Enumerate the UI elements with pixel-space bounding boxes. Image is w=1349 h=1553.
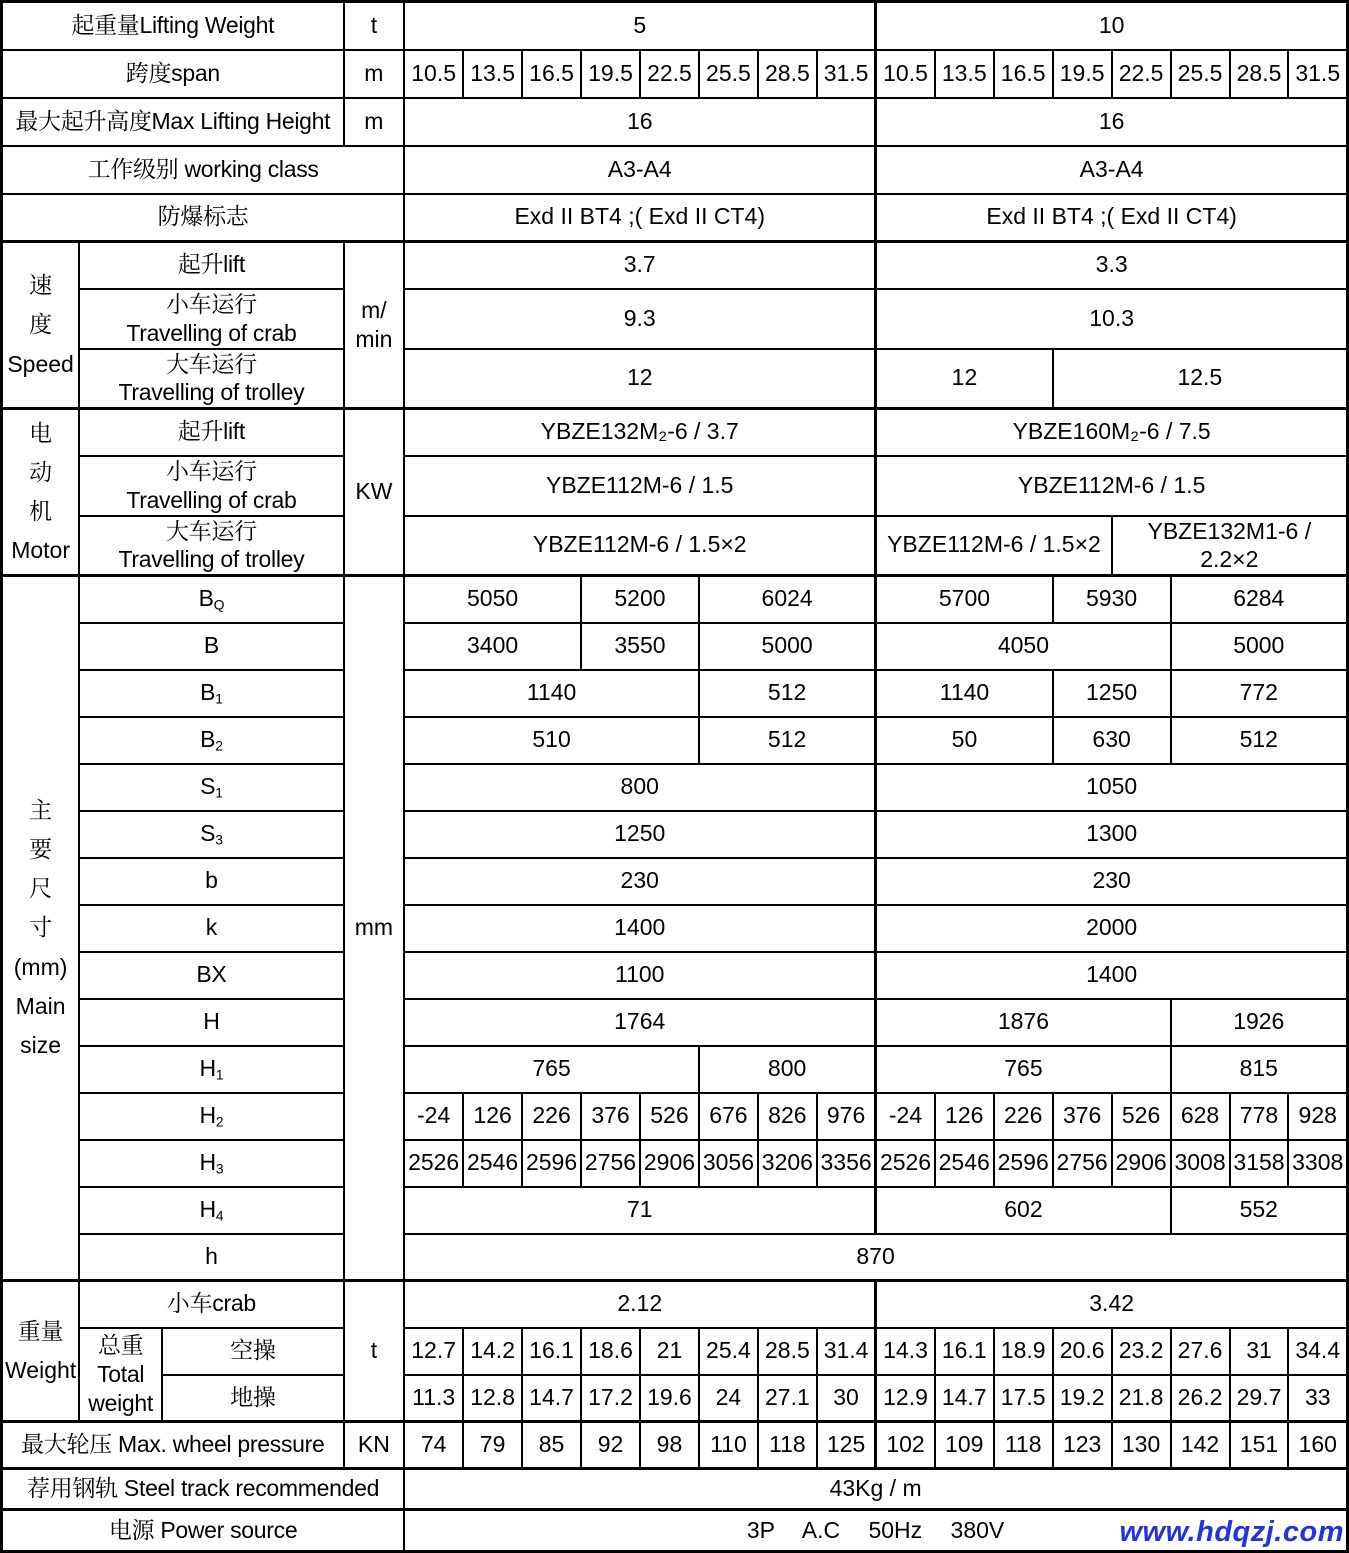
- table-row: [2, 1469, 1348, 1510]
- value-cell: 18.6: [581, 1328, 640, 1375]
- value-cell: 3.42: [876, 1281, 1348, 1328]
- value-cell: YBZE112M-6 / 1.5×2: [876, 516, 1112, 576]
- cell-line: Speed: [7, 350, 74, 377]
- label-subscript: 2: [215, 737, 223, 753]
- size-h4-label: [79, 1187, 343, 1234]
- crab-speed-label: [79, 289, 343, 349]
- size-bq-label: [79, 576, 343, 623]
- value-cell: 226: [522, 1093, 581, 1140]
- size-bx-label: BX: [79, 952, 343, 999]
- table-row: [2, 1140, 1348, 1187]
- value-cell: -24: [876, 1093, 935, 1140]
- value-cell: 1140: [876, 670, 1053, 717]
- value-cell: 6284: [1171, 576, 1348, 623]
- value-cell: 85: [522, 1422, 581, 1469]
- size-h-label: H: [79, 999, 343, 1046]
- value-cell: 26.2: [1171, 1375, 1230, 1422]
- table-row: [2, 242, 1348, 289]
- value-cell: 1400: [404, 905, 876, 952]
- value-cell: 3.3: [876, 242, 1348, 289]
- value-cell: 772: [1171, 670, 1348, 717]
- value-cell: 31.4: [817, 1328, 876, 1375]
- label-subscript: 2: [215, 1113, 224, 1129]
- value-cell: 102: [876, 1422, 935, 1469]
- value-cell: 3.7: [404, 242, 876, 289]
- value-cell: 226: [994, 1093, 1053, 1140]
- value-cell: Exd II BT4 ;( Exd II CT4): [404, 194, 876, 242]
- cell-line: Travelling of trolley: [118, 379, 305, 406]
- cab-operated-label: 空操: [162, 1328, 344, 1375]
- cell-line: 小车运行: [165, 457, 257, 484]
- cell-line: Main: [15, 992, 66, 1019]
- value-cell: 800: [404, 764, 876, 811]
- label-subscript: 1: [215, 690, 223, 706]
- size-s3-label: [79, 811, 343, 858]
- value-cell: 28.5: [758, 50, 817, 98]
- value-cell: 31: [1230, 1328, 1289, 1375]
- cell-line: 小车运行: [165, 290, 257, 317]
- value-cell: YBZE112M-6 / 1.5×2: [404, 516, 876, 576]
- value-cell: 16: [404, 98, 876, 146]
- cell-line: Weight: [5, 1357, 77, 1383]
- value-cell: A3-A4: [404, 146, 876, 194]
- value-cell: 230: [876, 858, 1348, 905]
- value-cell: 826: [758, 1093, 817, 1140]
- value-cell: 25.5: [1171, 50, 1230, 98]
- value-cell: YBZE160M₂-6 / 7.5: [876, 409, 1348, 456]
- value-cell: 5930: [1053, 576, 1171, 623]
- value-cell: 151: [1230, 1422, 1289, 1469]
- table-row: [2, 576, 1348, 623]
- value-cell: A3-A4: [876, 146, 1348, 194]
- value-cell: 2906: [1112, 1140, 1171, 1187]
- value-cell: -24: [404, 1093, 463, 1140]
- value-cell: 778: [1230, 1093, 1289, 1140]
- value-cell: 16.1: [522, 1328, 581, 1375]
- max-lifting-height-label: 最大起升高度Max Lifting Height: [2, 98, 344, 146]
- table-row: [2, 456, 1348, 516]
- size-b1-label: [79, 670, 343, 717]
- size-k-label: k: [79, 905, 343, 952]
- value-cell: 6024: [699, 576, 876, 623]
- value-cell: 118: [994, 1422, 1053, 1469]
- value-cell: 14.7: [935, 1375, 994, 1422]
- value-cell: 3356: [817, 1140, 876, 1187]
- value-cell: 1926: [1171, 999, 1348, 1046]
- table-row: [2, 1375, 1348, 1422]
- table-row: [2, 1328, 1348, 1375]
- value-cell: 5000: [699, 623, 876, 670]
- value-cell: 19.5: [581, 50, 640, 98]
- value-cell: 30: [817, 1375, 876, 1422]
- cell-line: 电: [29, 419, 53, 446]
- value-cell: 29.7: [1230, 1375, 1289, 1422]
- table-row: [2, 952, 1348, 999]
- size-b2-label: [79, 717, 343, 764]
- value-cell: 1876: [876, 999, 1171, 1046]
- trolley-motor-label: [79, 516, 343, 576]
- table-row: [2, 516, 1348, 576]
- label-subscript: 3: [215, 831, 223, 847]
- label-base: H: [199, 1195, 216, 1222]
- value-cell: 79: [463, 1422, 522, 1469]
- value-cell: 27.6: [1171, 1328, 1230, 1375]
- value-cell: 126: [935, 1093, 994, 1140]
- table-row: [2, 858, 1348, 905]
- value-cell: YBZE132M₂-6 / 3.7: [404, 409, 876, 456]
- cell-line: Travelling of crab: [126, 319, 297, 346]
- size-s1-label: [79, 764, 343, 811]
- value-cell: 13.5: [463, 50, 522, 98]
- value-cell: 5050: [404, 576, 581, 623]
- value-cell: 630: [1053, 717, 1171, 764]
- value-cell: 1400: [876, 952, 1348, 999]
- value-cell: 2596: [994, 1140, 1053, 1187]
- value-cell: 815: [1171, 1046, 1348, 1093]
- main-size-group-label: [2, 576, 80, 1281]
- value-cell: 1250: [404, 811, 876, 858]
- value-cell: 10: [876, 2, 1348, 50]
- size-h3-label: [79, 1140, 343, 1187]
- table-row: [2, 623, 1348, 670]
- unit-m-min: [344, 242, 405, 409]
- value-cell: 33: [1288, 1375, 1347, 1422]
- value-cell: 1300: [876, 811, 1348, 858]
- cell-line: 速: [29, 272, 53, 299]
- value-cell: 74: [404, 1422, 463, 1469]
- cell-line: 主: [29, 797, 53, 824]
- cell-line: 度: [29, 311, 53, 338]
- cell-line: YBZE132M1-6 /: [1147, 517, 1312, 544]
- label-subscript: Q: [213, 597, 225, 613]
- table-row: [2, 670, 1348, 717]
- value-cell: 928: [1288, 1093, 1347, 1140]
- value-cell: 2756: [581, 1140, 640, 1187]
- value-cell: 2.12: [404, 1281, 876, 1328]
- weight-group-label: [2, 1281, 80, 1422]
- value-cell: 5000: [1171, 623, 1348, 670]
- cell-line: (mm): [13, 953, 68, 980]
- table-row: [2, 146, 1348, 194]
- value-cell: 3550: [581, 623, 699, 670]
- lift-motor-label: 起升lift: [79, 409, 343, 456]
- value-cell: 9.3: [404, 289, 876, 349]
- value-cell: 602: [876, 1187, 1171, 1234]
- value-cell: 16.5: [994, 50, 1053, 98]
- spec-table-body: [2, 2, 1348, 1552]
- value-cell: 3056: [699, 1140, 758, 1187]
- explosion-proof-mark-label: 防爆标志: [2, 194, 405, 242]
- size-b-label: B: [79, 623, 343, 670]
- value-cell: 142: [1171, 1422, 1230, 1469]
- value-cell: 526: [640, 1093, 699, 1140]
- table-row: [2, 1234, 1348, 1281]
- value-cell: 19.6: [640, 1375, 699, 1422]
- value-cell: 2526: [404, 1140, 463, 1187]
- cell-line: 动: [29, 458, 53, 485]
- label-base: S: [200, 819, 216, 846]
- value-cell: YBZE112M-6 / 1.5: [876, 456, 1348, 516]
- table-row: [2, 194, 1348, 242]
- value-cell: 11.3: [404, 1375, 463, 1422]
- unit-t: t: [344, 2, 405, 50]
- max-wheel-pressure-label: 最大轮压 Max. wheel pressure: [2, 1422, 344, 1469]
- label-subscript: 4: [215, 1207, 224, 1223]
- value-cell: 31.5: [1288, 50, 1347, 98]
- label-base: B: [200, 678, 216, 705]
- value-cell: 5700: [876, 576, 1053, 623]
- value-cell: Exd II BT4 ;( Exd II CT4): [876, 194, 1348, 242]
- value-cell: 976: [817, 1093, 876, 1140]
- value-cell: 27.1: [758, 1375, 817, 1422]
- value-cell: 16.5: [522, 50, 581, 98]
- unit-mm: mm: [344, 576, 405, 1281]
- value-cell: 2596: [522, 1140, 581, 1187]
- value-cell: 50: [876, 717, 1053, 764]
- value-cell: 5200: [581, 576, 699, 623]
- unit-m: m: [344, 98, 405, 146]
- label-base: B: [200, 725, 216, 752]
- value-cell: 19.2: [1053, 1375, 1112, 1422]
- watermark-link[interactable]: www.hdqzj.com: [1119, 1516, 1344, 1548]
- unit-t-weight: t: [344, 1281, 405, 1422]
- label-subscript: 3: [215, 1160, 224, 1176]
- crab-motor-label: [79, 456, 343, 516]
- value-cell: 12: [876, 349, 1053, 409]
- value-cell: 22.5: [640, 50, 699, 98]
- value-cell: 765: [876, 1046, 1171, 1093]
- motor-group-label: [2, 409, 80, 576]
- cell-line: min: [355, 326, 393, 352]
- value-cell: 552: [1171, 1187, 1348, 1234]
- value-cell: 10.5: [404, 50, 463, 98]
- cell-line: 大车运行: [165, 350, 257, 377]
- value-cell: 12.7: [404, 1328, 463, 1375]
- label-base: H: [199, 1054, 216, 1081]
- label-base: H: [199, 1148, 216, 1175]
- table-row: [2, 764, 1348, 811]
- table-row: [2, 2, 1348, 50]
- cell-line: 要: [29, 836, 53, 863]
- table-row: [2, 409, 1348, 456]
- unit-m: m: [344, 50, 405, 98]
- cell-line: size: [20, 1031, 62, 1058]
- cell-line: Travelling of crab: [126, 486, 297, 513]
- value-cell: 512: [1171, 717, 1348, 764]
- table-row: [2, 905, 1348, 952]
- value-cell: 12.8: [463, 1375, 522, 1422]
- table-row: [2, 811, 1348, 858]
- value-cell: 3400: [404, 623, 581, 670]
- value-cell: 126: [463, 1093, 522, 1140]
- table-row: [2, 999, 1348, 1046]
- label-subscript: 1: [215, 1066, 224, 1082]
- size-h-small-label: h: [79, 1234, 343, 1281]
- working-class-label: 工作级别 working class: [2, 146, 405, 194]
- value-cell: 376: [581, 1093, 640, 1140]
- unit-kw: KW: [344, 409, 405, 576]
- value-cell: 110: [699, 1422, 758, 1469]
- value-cell: 92: [581, 1422, 640, 1469]
- value-cell: 800: [699, 1046, 876, 1093]
- label-subscript: 1: [215, 784, 223, 800]
- value-cell: 2906: [640, 1140, 699, 1187]
- value-cell: 12.5: [1053, 349, 1348, 409]
- table-row: [2, 50, 1348, 98]
- value-cell: 14.3: [876, 1328, 935, 1375]
- value-cell: 21.8: [1112, 1375, 1171, 1422]
- span-label: 跨度span: [2, 50, 344, 98]
- table-row: [2, 717, 1348, 764]
- speed-group-label: [2, 242, 80, 409]
- cell-line: Travelling of trolley: [118, 546, 305, 573]
- cell-line: 尺: [29, 875, 53, 902]
- value-cell: 22.5: [1112, 50, 1171, 98]
- value-cell: 28.5: [758, 1328, 817, 1375]
- value-cell: 3206: [758, 1140, 817, 1187]
- value-cell: 160: [1288, 1422, 1347, 1469]
- value-cell: 2000: [876, 905, 1348, 952]
- lifting-weight-label: 起重量Lifting Weight: [2, 2, 344, 50]
- value-cell: 2546: [935, 1140, 994, 1187]
- value-cell: 3158: [1230, 1140, 1289, 1187]
- value-cell: 5: [404, 2, 876, 50]
- value-cell: 676: [699, 1093, 758, 1140]
- ground-operated-label: 地操: [162, 1375, 344, 1422]
- total-weight-label: [79, 1328, 162, 1422]
- cell-line: Total: [97, 1360, 145, 1387]
- cell-line: 机: [29, 498, 53, 524]
- value-cell: 1100: [404, 952, 876, 999]
- table-row: [2, 1422, 1348, 1469]
- lift-speed-label: 起升lift: [79, 242, 343, 289]
- value-cell: 125: [817, 1422, 876, 1469]
- value-cell: 1250: [1053, 670, 1171, 717]
- value-cell: 628: [1171, 1093, 1230, 1140]
- value-cell: 16.1: [935, 1328, 994, 1375]
- crab-weight-label: 小车crab: [79, 1281, 343, 1328]
- label-base: H: [199, 1101, 216, 1128]
- value-cell: 510: [404, 717, 699, 764]
- value-cell: 17.2: [581, 1375, 640, 1422]
- value-cell: YBZE112M-6 / 1.5: [404, 456, 876, 516]
- table-row: [2, 1187, 1348, 1234]
- cell-line: m/: [361, 297, 387, 324]
- value-cell: 21: [640, 1328, 699, 1375]
- table-row: [2, 289, 1348, 349]
- cell-line: 寸: [29, 914, 53, 941]
- table-row: [2, 98, 1348, 146]
- value-cell: 16: [876, 98, 1348, 146]
- value-cell: 23.2: [1112, 1328, 1171, 1375]
- value-cell: 12.9: [876, 1375, 935, 1422]
- cell-line: weight: [88, 1389, 153, 1416]
- steel-track-label: 荐用钢轨 Steel track recommended: [2, 1469, 405, 1510]
- value-cell: 3P A.C 50Hz 380V: [404, 1510, 1347, 1552]
- value-cell: 14.7: [522, 1375, 581, 1422]
- cell-line: 重量: [17, 1317, 64, 1344]
- value-cell: 25.5: [699, 50, 758, 98]
- table-row: [2, 1046, 1348, 1093]
- value-cell: 31.5: [817, 50, 876, 98]
- value-cell: 512: [699, 717, 876, 764]
- value-cell: 2526: [876, 1140, 935, 1187]
- value-cell: 4050: [876, 623, 1171, 670]
- value-cell: 123: [1053, 1422, 1112, 1469]
- value-cell: 14.2: [463, 1328, 522, 1375]
- size-h2-label: [79, 1093, 343, 1140]
- value-cell: 13.5: [935, 50, 994, 98]
- cell-line: 总重: [97, 1332, 144, 1359]
- value-cell: 3008: [1171, 1140, 1230, 1187]
- value-cell: 376: [1053, 1093, 1112, 1140]
- cell-line: 2.2×2: [1200, 546, 1259, 573]
- value-cell: 98: [640, 1422, 699, 1469]
- table-row: [2, 1281, 1348, 1328]
- label-base: S: [200, 772, 216, 799]
- value-cell: 2756: [1053, 1140, 1112, 1187]
- value-cell: 34.4: [1288, 1328, 1347, 1375]
- value-cell: 512: [699, 670, 876, 717]
- value-cell: 18.9: [994, 1328, 1053, 1375]
- cell-line: 大车运行: [165, 517, 257, 544]
- value-cell: 10.3: [876, 289, 1348, 349]
- value-cell: 526: [1112, 1093, 1171, 1140]
- unit-kn: KN: [344, 1422, 405, 1469]
- value-cell: 28.5: [1230, 50, 1289, 98]
- value-cell: 2546: [463, 1140, 522, 1187]
- value-cell: 109: [935, 1422, 994, 1469]
- size-b-small-label: b: [79, 858, 343, 905]
- value-cell: 17.5: [994, 1375, 1053, 1422]
- value-cell: [1112, 516, 1348, 576]
- value-cell: 1140: [404, 670, 699, 717]
- table-row: [2, 1093, 1348, 1140]
- label-base: B: [198, 584, 214, 611]
- value-cell: 130: [1112, 1422, 1171, 1469]
- value-cell: 20.6: [1053, 1328, 1112, 1375]
- value-cell: 1764: [404, 999, 876, 1046]
- value-cell: 1050: [876, 764, 1348, 811]
- value-cell: 3308: [1288, 1140, 1347, 1187]
- size-h1-label: [79, 1046, 343, 1093]
- value-cell: 765: [404, 1046, 699, 1093]
- cell-line: Motor: [11, 537, 70, 564]
- value-cell: 25.4: [699, 1328, 758, 1375]
- value-cell: 870: [404, 1234, 1347, 1281]
- value-cell: 43Kg / m: [404, 1469, 1347, 1510]
- trolley-speed-label: [79, 349, 343, 409]
- value-cell: 230: [404, 858, 876, 905]
- value-cell: 71: [404, 1187, 876, 1234]
- value-cell: 12: [404, 349, 876, 409]
- table-row: [2, 349, 1348, 409]
- value-cell: 10.5: [876, 50, 935, 98]
- value-cell: 19.5: [1053, 50, 1112, 98]
- power-source-label: 电源 Power source: [2, 1510, 405, 1552]
- value-cell: 118: [758, 1422, 817, 1469]
- value-cell: 24: [699, 1375, 758, 1422]
